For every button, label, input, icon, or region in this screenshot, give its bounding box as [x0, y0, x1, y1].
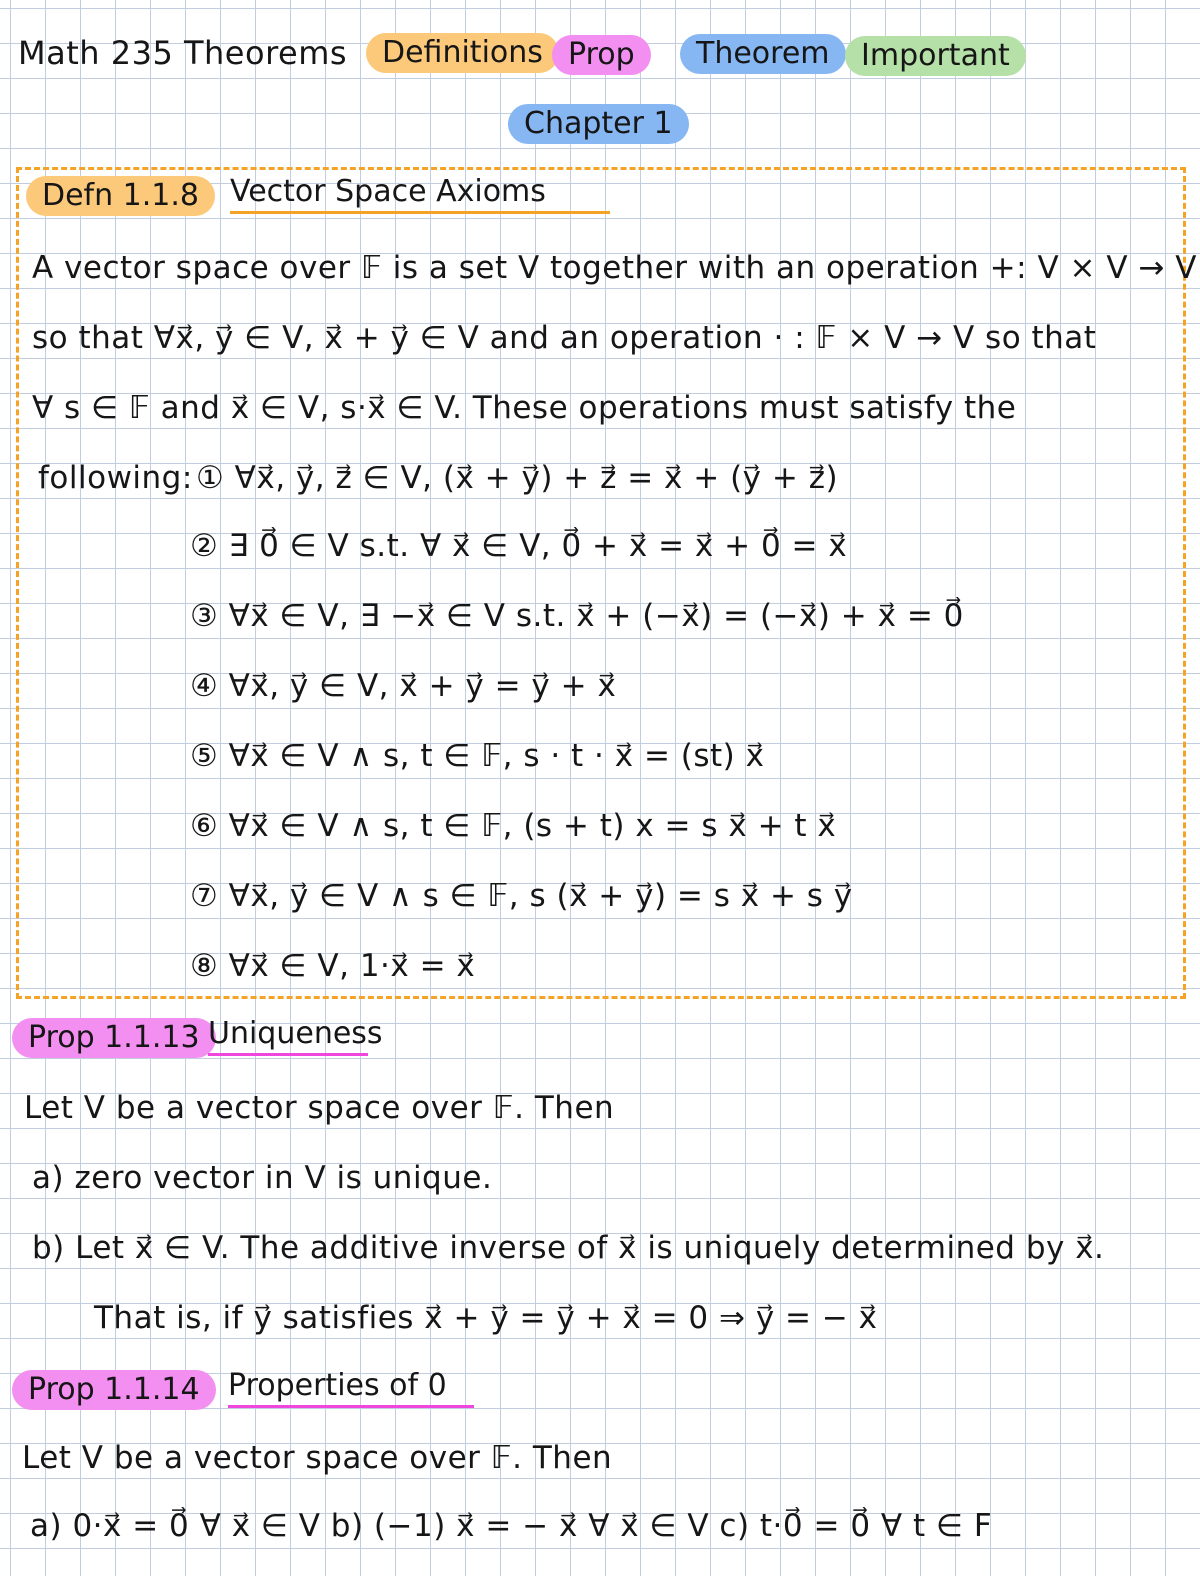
- legend-important: Important: [845, 36, 1026, 76]
- prop-uniqueness-line-2: a) zero vector in V is unique.: [32, 1160, 493, 1196]
- prop-properties-tag: Prop 1.1.14: [12, 1370, 216, 1410]
- definition-line-1: A vector space over 𝔽 is a set V together with an operation +: V × V → V: [32, 250, 1197, 286]
- legend-prop: Prop: [552, 35, 651, 75]
- definition-box: [16, 167, 1186, 999]
- axiom-4: ④ ∀x⃗, y⃗ ∈ V, x⃗ + y⃗ = y⃗ + x⃗: [190, 668, 617, 704]
- axiom-8: ⑧ ∀x⃗ ∈ V, 1·x⃗ = x⃗: [190, 948, 476, 984]
- prop-uniqueness-line-3: b) Let x⃗ ∈ V. The additive inverse of x⃗ is uniquely determined by x⃗.: [32, 1230, 1105, 1266]
- axiom-3: ③ ∀x⃗ ∈ V, ∃ −x⃗ ∈ V s.t. x⃗ + (−x⃗) = (−x⃗) + x⃗ = 0⃗: [190, 598, 964, 634]
- axiom-1: ① ∀x⃗, y⃗, z⃗ ∈ V, (x⃗ + y⃗) + z⃗ = x⃗ + (y⃗ + z⃗): [196, 460, 839, 496]
- prop-properties-line-1: Let V be a vector space over 𝔽. Then: [22, 1440, 613, 1476]
- prop-properties-title: Properties of 0: [228, 1368, 474, 1408]
- definition-tag: Defn 1.1.8: [26, 176, 215, 216]
- definition-line-2: so that ∀x⃗, y⃗ ∈ V, x⃗ + y⃗ ∈ V and an operation · : 𝔽 × V → V so that: [32, 320, 1097, 356]
- axiom-5: ⑤ ∀x⃗ ∈ V ∧ s, t ∈ 𝔽, s · t · x⃗ = (st) x⃗: [190, 738, 765, 774]
- prop-properties-line-2: a) 0·x⃗ = 0⃗ ∀ x⃗ ∈ V b) (−1) x⃗ = − x⃗ ∀ x⃗ ∈ V c) t·0⃗ = 0⃗ ∀ t ∈ F: [30, 1508, 993, 1544]
- prop-uniqueness-tag: Prop 1.1.13: [12, 1018, 216, 1058]
- legend-theorem: Theorem: [680, 34, 846, 74]
- axiom-2: ② ∃ 0⃗ ∈ V s.t. ∀ x⃗ ∈ V, 0⃗ + x⃗ = x⃗ + 0⃗ = x⃗: [190, 528, 848, 564]
- definition-line-3: ∀ s ∈ 𝔽 and x⃗ ∈ V, s·x⃗ ∈ V. These operations must satisfy the: [32, 390, 1017, 426]
- page-title: Math 235 Theorems: [18, 34, 348, 72]
- prop-uniqueness-line-4: That is, if y⃗ satisfies x⃗ + y⃗ = y⃗ + x⃗ = 0 ⇒ y⃗ = − x⃗: [94, 1300, 878, 1336]
- prop-uniqueness-line-1: Let V be a vector space over 𝔽. Then: [24, 1090, 615, 1126]
- axiom-7: ⑦ ∀x⃗, y⃗ ∈ V ∧ s ∈ 𝔽, s (x⃗ + y⃗) = s x⃗ + s y⃗: [190, 878, 853, 914]
- chapter-heading: Chapter 1: [508, 104, 689, 144]
- definition-line-4: following:: [38, 460, 193, 496]
- prop-uniqueness-title: Uniqueness: [208, 1016, 368, 1056]
- definition-title: Vector Space Axioms: [230, 174, 610, 214]
- legend-definitions: Definitions: [366, 33, 559, 73]
- axiom-6: ⑥ ∀x⃗ ∈ V ∧ s, t ∈ 𝔽, (s + t) x = s x⃗ + t x⃗: [190, 808, 837, 844]
